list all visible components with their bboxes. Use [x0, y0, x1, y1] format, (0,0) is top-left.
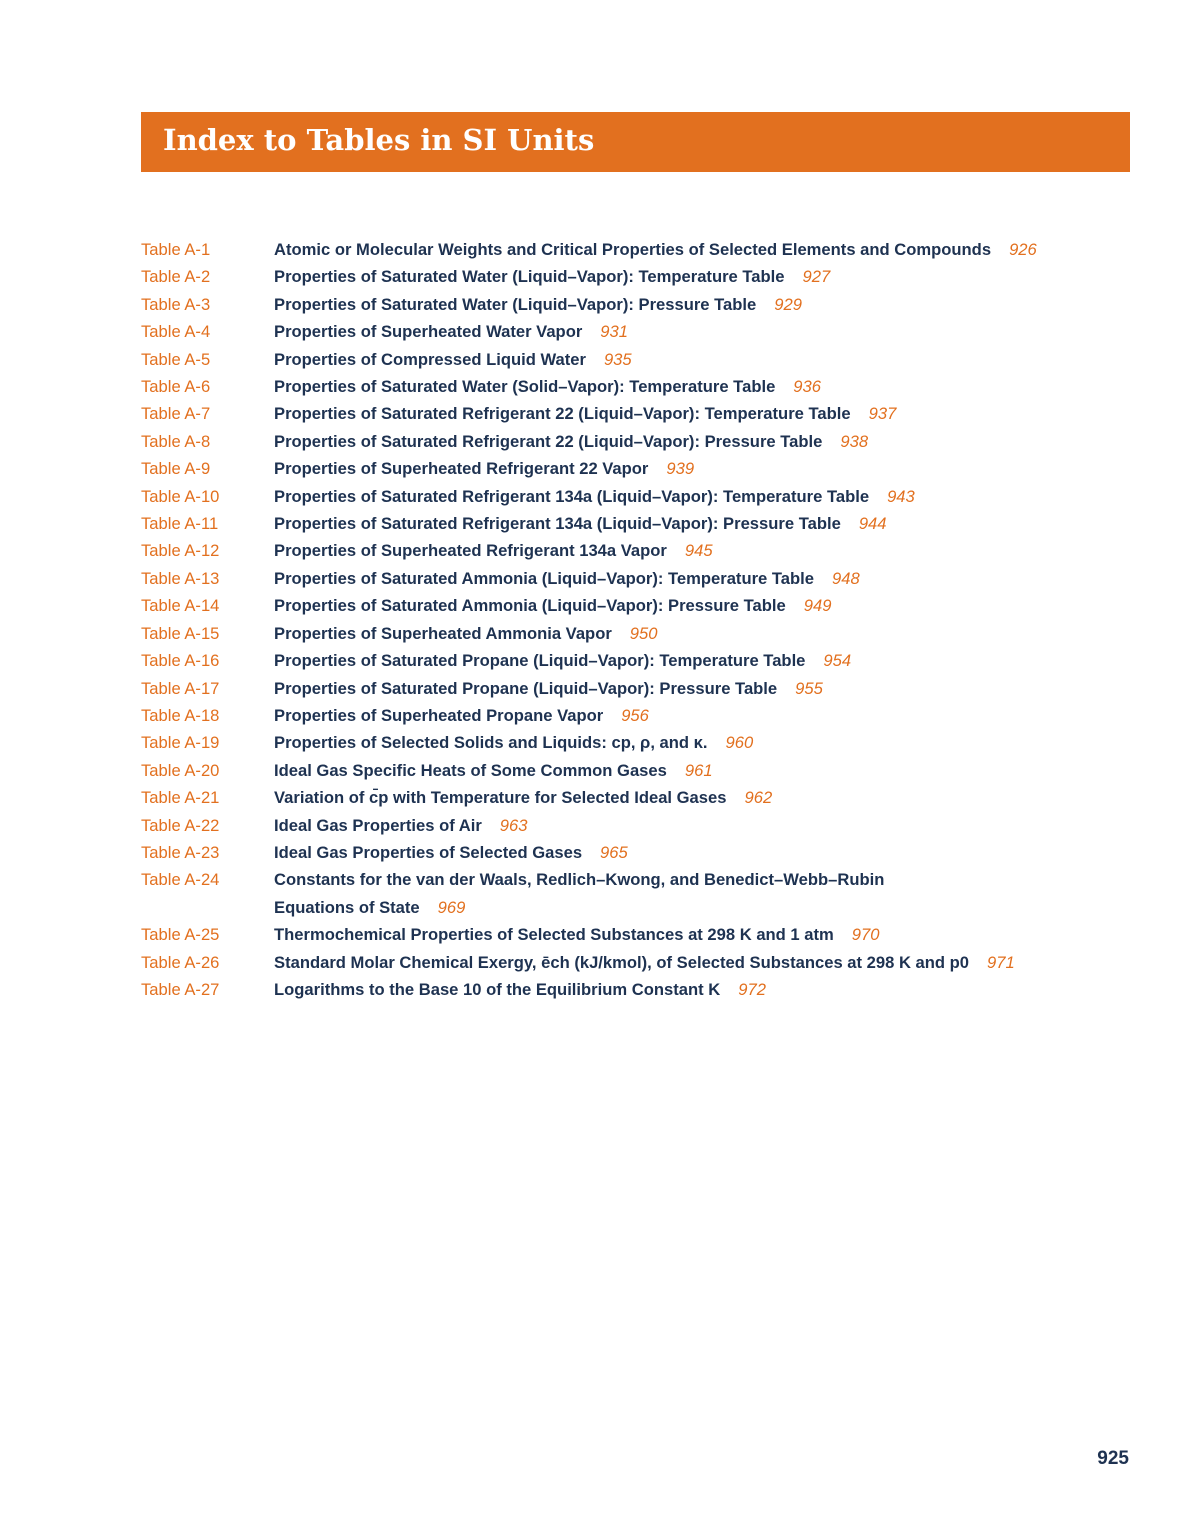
toc-entry[interactable] [141, 812, 1126, 839]
table-title-line [274, 784, 1126, 811]
table-title-text: Properties of Saturated Refrigerant 22 (Liquid–Vapor): Pressure Table [274, 431, 823, 451]
table-id: Table A-4 [141, 322, 211, 342]
table-title-text: Standard Molar Chemical Exergy, ēch (kJ/kmol), of Selected Substances at 298 K and p0 [274, 952, 970, 972]
toc-entry[interactable] [141, 455, 1126, 482]
table-title-text: Properties of Saturated Refrigerant 22 (Liquid–Vapor): Temperature Table [274, 404, 851, 424]
table-title-text: Properties of Compressed Liquid Water [274, 349, 586, 369]
table-title-line [274, 236, 1126, 263]
table-title [274, 976, 1126, 1003]
toc-entry[interactable] [141, 702, 1126, 729]
toc-entry[interactable] [141, 263, 1126, 290]
table-title [274, 647, 1126, 674]
page-ref[interactable]: 927 [802, 267, 831, 287]
table-title [274, 812, 1126, 839]
table-title-text: Thermochemical Properties of Selected Substances at 298 K and 1 atm [274, 925, 834, 945]
table-title-line [274, 537, 1126, 564]
table-title [274, 675, 1126, 702]
table-title [274, 620, 1126, 647]
table-title-text: Equations of State [274, 897, 420, 917]
table-id: Table A-17 [141, 678, 220, 698]
page-ref[interactable]: 949 [803, 596, 832, 616]
table-title-line [274, 620, 1126, 647]
page-ref[interactable]: 972 [738, 979, 766, 999]
table-title-line [274, 455, 1126, 482]
table-title-text: Atomic or Molecular Weights and Critical Properties of Selected Elements and Compounds [274, 240, 992, 259]
table-title [274, 866, 1126, 921]
table-id: Table A-6 [141, 377, 211, 397]
table-title-text: Properties of Superheated Water Vapor [274, 322, 583, 342]
table-id: Table A-25 [141, 925, 220, 945]
table-title-line [274, 346, 1126, 373]
toc-entry[interactable] [141, 565, 1126, 592]
table-title [274, 510, 1126, 537]
toc-entry[interactable] [141, 647, 1126, 674]
table-title [274, 784, 1126, 811]
table-title-line [274, 894, 1126, 921]
table-title-line [274, 428, 1126, 455]
page-ref[interactable]: 938 [840, 431, 869, 451]
toc-entry[interactable] [141, 976, 1126, 1003]
table-id: Table A-9 [141, 459, 211, 479]
page-title: Index to Tables in SI Units [163, 123, 595, 157]
table-title-text: Variation of c̄p with Temperature for Selected Ideal Gases [274, 788, 727, 808]
table-title-line [274, 839, 1126, 866]
table-title [274, 729, 1126, 756]
page-ref[interactable]: 954 [823, 651, 852, 671]
title-banner [141, 112, 1130, 172]
table-title [274, 537, 1126, 564]
table-id: Table A-8 [141, 431, 211, 451]
page-ref[interactable]: 971 [987, 952, 1015, 972]
table-title-text: Properties of Saturated Propane (Liquid–Vapor): Temperature Table [274, 651, 806, 671]
toc-entry[interactable] [141, 592, 1126, 619]
table-title-line [274, 483, 1126, 510]
table-title-text: Properties of Saturated Ammonia (Liquid–Vapor): Pressure Table [274, 596, 786, 616]
toc-entry[interactable] [141, 428, 1126, 455]
table-title-line [274, 702, 1126, 729]
table-title-line [274, 675, 1126, 702]
table-title-text: Properties of Superheated Refrigerant 22 Vapor [274, 459, 649, 479]
table-title-line [274, 373, 1126, 400]
table-id: Table A-15 [141, 623, 220, 643]
page-ref[interactable]: 961 [684, 760, 713, 780]
toc-entry[interactable] [141, 866, 1126, 921]
toc-entry[interactable] [141, 537, 1126, 564]
table-title-text: Logarithms to the Base 10 of the Equilibrium Constant K [274, 979, 721, 999]
table-title-line [274, 400, 1126, 427]
table-title [274, 949, 1126, 976]
table-title-text: Properties of Superheated Propane Vapor [274, 705, 604, 725]
page-ref[interactable]: 944 [858, 514, 887, 534]
toc-entry[interactable] [141, 921, 1126, 948]
table-title [274, 565, 1126, 592]
table-id: Table A-14 [141, 596, 220, 616]
table-title-line [274, 263, 1126, 290]
toc-entry[interactable] [141, 346, 1126, 373]
table-title-line [274, 866, 1126, 893]
page-ref[interactable]: 937 [868, 404, 897, 424]
table-title-line [274, 592, 1126, 619]
table-title [274, 318, 1126, 345]
table-title-line [274, 647, 1126, 674]
table-title [274, 346, 1126, 373]
table-id: Table A-3 [141, 294, 211, 314]
table-title [274, 428, 1126, 455]
table-title [274, 757, 1126, 784]
toc-entry[interactable] [141, 483, 1126, 510]
toc-entry[interactable] [141, 318, 1126, 345]
toc-entry[interactable] [141, 400, 1126, 427]
table-title-text: Properties of Saturated Water (Liquid–Vapor): Pressure Table [274, 294, 757, 314]
toc-entry[interactable] [141, 949, 1126, 976]
table-title-text: Properties of Superheated Ammonia Vapor [274, 623, 612, 643]
table-title-line [274, 757, 1126, 784]
table-title-text: Properties of Superheated Refrigerant 134a Vapor [274, 541, 667, 561]
page-ref[interactable]: 939 [666, 459, 695, 479]
page-ref[interactable]: 960 [725, 733, 754, 753]
table-id: Table A-19 [141, 733, 220, 753]
table-id: Table A-2 [141, 267, 211, 287]
page-ref[interactable]: 929 [774, 294, 802, 314]
toc-entry[interactable] [141, 291, 1126, 318]
table-title [274, 839, 1126, 866]
table-title-text: Constants for the van der Waals, Redlich–Kwong, and Benedict–Webb–Rubin [274, 870, 885, 890]
table-id: Table A-16 [141, 651, 220, 671]
page-ref[interactable]: 970 [851, 925, 880, 945]
page-number: 925 [1097, 1448, 1129, 1469]
table-id: Table A-26 [141, 952, 220, 972]
page-ref[interactable]: 969 [437, 897, 466, 917]
toc-entry[interactable] [141, 839, 1126, 866]
toc-entry[interactable] [141, 729, 1126, 756]
toc-entry[interactable] [141, 236, 1126, 263]
page-ref[interactable]: 935 [603, 349, 632, 369]
page-ref[interactable]: 948 [832, 568, 860, 588]
table-id: Table A-23 [141, 842, 220, 862]
table-title-line [274, 291, 1126, 318]
table-title [274, 921, 1126, 948]
table-title-text: Properties of Saturated Refrigerant 134a (Liquid–Vapor): Temperature Table [274, 486, 870, 506]
table-title [274, 373, 1126, 400]
table-title [274, 263, 1126, 290]
table-id: Table A-11 [141, 514, 219, 534]
table-title [274, 400, 1126, 427]
table-title-line [274, 921, 1126, 948]
table-title-text: Properties of Saturated Ammonia (Liquid–Vapor): Temperature Table [274, 568, 815, 588]
page-ref[interactable]: 956 [621, 705, 649, 725]
page-ref[interactable]: 955 [795, 678, 823, 698]
page-ref[interactable]: 950 [629, 623, 658, 643]
table-title [274, 483, 1126, 510]
table-title-line [274, 729, 1126, 756]
toc-entry[interactable] [141, 510, 1126, 537]
table-title-text: Ideal Gas Properties of Air [274, 815, 482, 835]
table-id: Table A-24 [141, 870, 220, 890]
page-ref[interactable]: 965 [600, 842, 628, 862]
table-id: Table A-27 [141, 979, 220, 999]
table-title-text: Ideal Gas Specific Heats of Some Common Gases [274, 760, 667, 780]
table-id: Table A-5 [141, 349, 211, 369]
table-title [274, 702, 1126, 729]
table-title-text: Properties of Saturated Water (Solid–Vapor): Temperature Table [274, 377, 776, 397]
page-ref[interactable]: 962 [744, 788, 773, 808]
table-id: Table A-10 [141, 486, 220, 506]
page-ref[interactable]: 936 [793, 377, 821, 397]
table-id: Table A-22 [141, 815, 220, 835]
table-title-line [274, 949, 1126, 976]
table-title-line [274, 510, 1126, 537]
table-title [274, 291, 1126, 318]
table-title-text: Ideal Gas Properties of Selected Gases [274, 842, 583, 862]
toc-entry[interactable] [141, 675, 1126, 702]
table-id: Table A-21 [141, 788, 220, 808]
table-id: Table A-20 [141, 760, 220, 780]
table-id: Table A-7 [141, 404, 211, 424]
table-id: Table A-13 [141, 568, 220, 588]
table-index-list [141, 236, 1126, 1003]
toc-entry[interactable] [141, 784, 1126, 811]
table-title-text: Properties of Selected Solids and Liquids: cp, ρ, and κ. [274, 733, 708, 753]
toc-entry[interactable] [141, 620, 1126, 647]
table-id: Table A-1 [141, 240, 211, 259]
table-id: Table A-18 [141, 705, 220, 725]
page-ref[interactable]: 963 [499, 815, 528, 835]
table-title-line [274, 976, 1126, 1003]
table-title-line [274, 565, 1126, 592]
toc-entry[interactable] [141, 373, 1126, 400]
table-id: Table A-12 [141, 541, 220, 561]
table-title-line [274, 318, 1126, 345]
table-title-line [274, 812, 1126, 839]
table-title [274, 592, 1126, 619]
toc-entry[interactable] [141, 757, 1126, 784]
table-title-text: Properties of Saturated Water (Liquid–Vapor): Temperature Table [274, 267, 785, 287]
page-ref[interactable]: 943 [887, 486, 915, 506]
page-ref[interactable]: 945 [684, 541, 713, 561]
table-title-text: Properties of Saturated Refrigerant 134a (Liquid–Vapor): Pressure Table [274, 514, 841, 534]
table-title-text: Properties of Saturated Propane (Liquid–Vapor): Pressure Table [274, 678, 778, 698]
page-ref[interactable]: 926 [1009, 240, 1037, 259]
page-ref[interactable]: 931 [600, 322, 628, 342]
table-title [274, 236, 1126, 263]
table-title [274, 455, 1126, 482]
